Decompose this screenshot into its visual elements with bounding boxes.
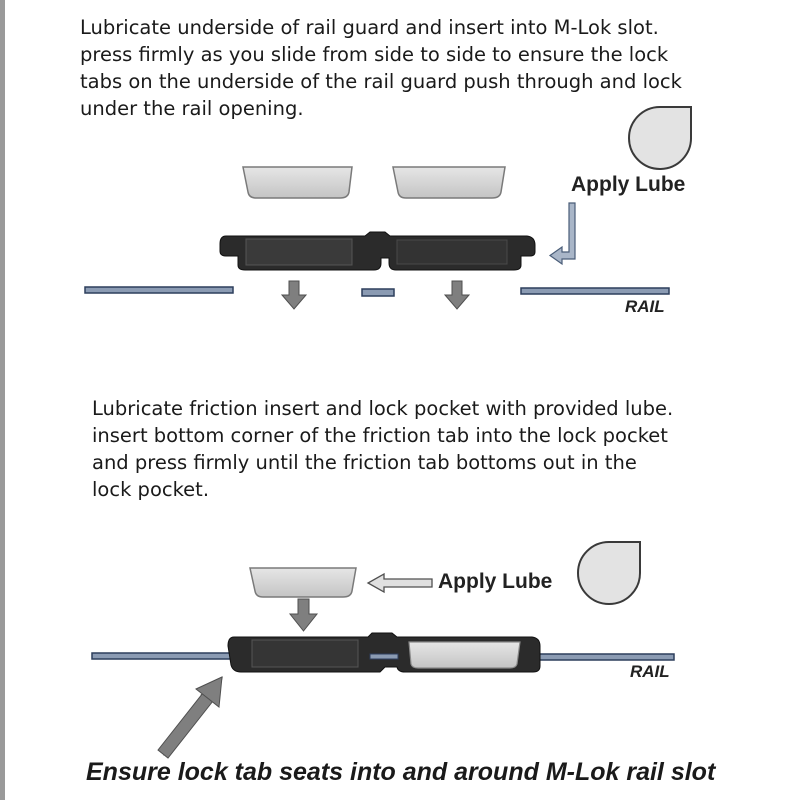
rail-segment-right [521,288,669,294]
friction-insert-seated [409,642,520,668]
lube-drop-icon [629,107,691,169]
apply-lube-callout-2: Apply Lube [438,570,553,593]
bent-arrow-icon [550,203,575,264]
step1-instructions: Lubricate underside of rail guard and insert into M-Lok slot. press firmly as you slide from side to side to ensure the lock tabs on the underside of the rail guard push through and lock under the rail opening. [80,16,682,120]
lube-drop-icon [578,542,640,604]
down-arrow-icon [282,281,306,309]
footer-instruction: Ensure lock tab seats into and around M-Lok rail slot [86,758,716,786]
rail-label-1: RAIL [625,297,665,316]
down-arrow-icon [445,281,469,309]
diagonal-arrow-shaft [158,693,213,758]
down-arrow-icon [290,599,317,631]
diagram-1 [85,107,691,309]
friction-insert-right [393,167,505,198]
rail-segment-center [362,289,394,296]
rail-segment-left [85,287,233,293]
diagram-2 [92,542,674,758]
friction-insert-left [243,167,352,198]
rail-through-slot [370,654,398,659]
lock-pocket-left [246,239,352,265]
rail-segment-right [525,654,674,660]
step2-instructions: Lubricate friction insert and lock pocket with provided lube. insert bottom corner of the friction tab into the lock pocket and press firmly until the friction tab bottoms out in the lock pocket. [92,397,674,501]
rail-label-2: RAIL [630,662,670,681]
lock-pocket-left [252,640,358,667]
friction-insert-floating [250,568,356,597]
apply-lube-callout-1: Apply Lube [571,173,686,196]
left-arrow-icon [368,574,432,592]
lock-pocket-right [397,240,507,264]
rail-segment-left [92,653,240,659]
